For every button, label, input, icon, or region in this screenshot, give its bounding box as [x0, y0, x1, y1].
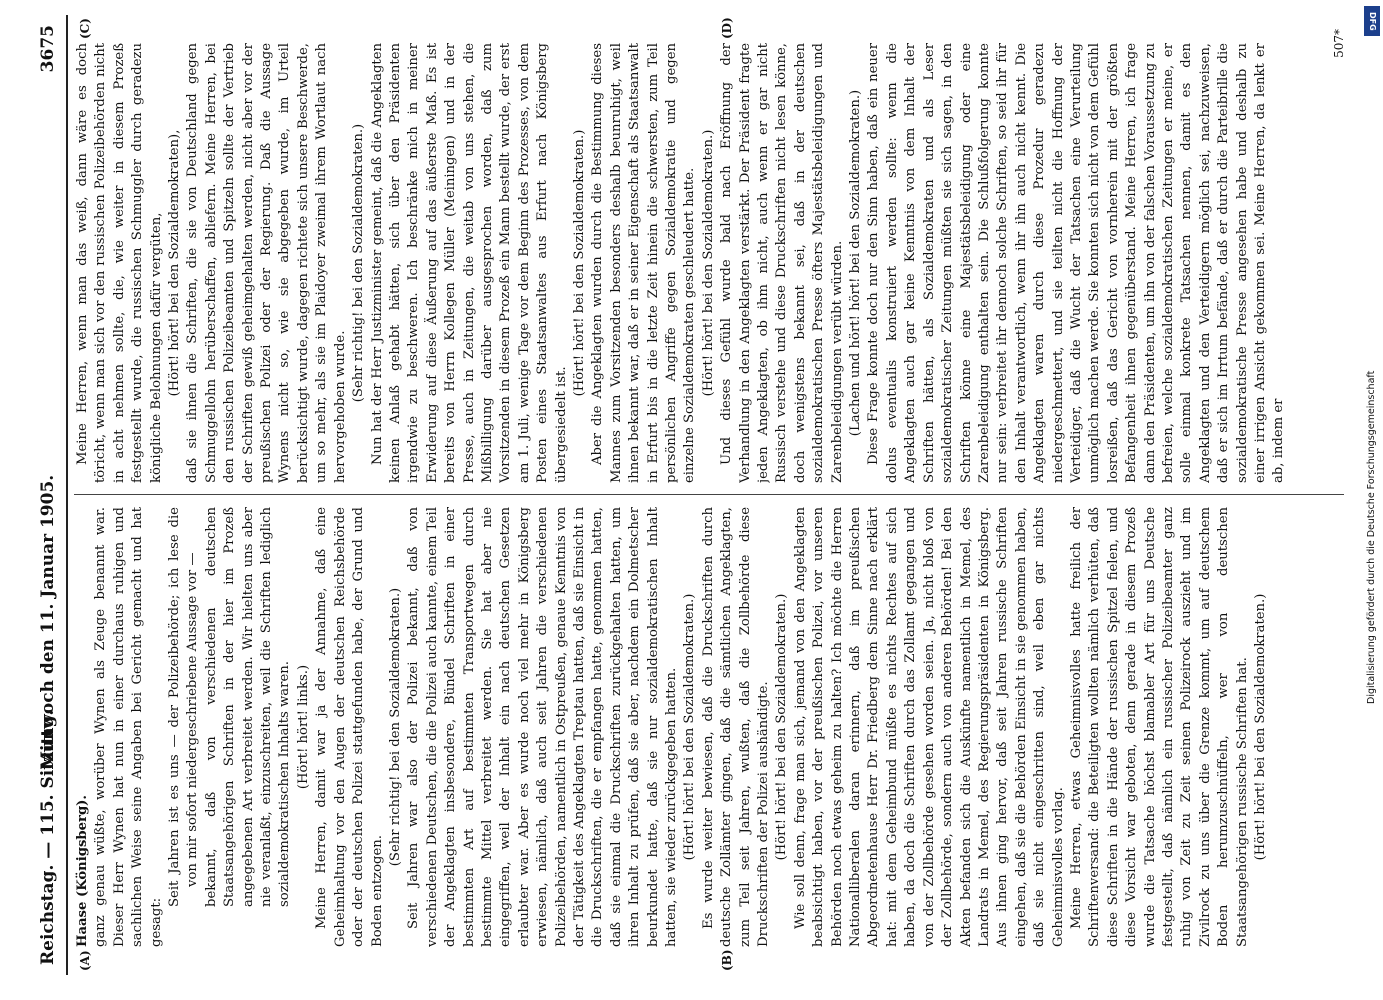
- page-number: 3675: [38, 25, 58, 73]
- margin-marker-a: (A): [78, 950, 92, 971]
- paragraph: Meine Herren, etwas Geheimnisvolles hatte freilich der Schriftenversand: die Beteiligten wollten nämlich verhüten, daß diese Schriften in die Hände der russischen Spitzel fielen, und diese Vorsicht war geboten, denn gerade in diesem Prozeß wurde die Tatsache höchst blamabler Art für uns Deutsche festgestellt, daß nämlich ein russischer Polizeibeamter ganz ruhig von Zeit zu Zeit seinen Polizeirock auszieht und im Zivilrock zu uns über die Grenze kommt, um auf deutschem Boden herumzuschnüffeln, wer von deutschen Staatsangehörigen russische Schriften hat.: [1068, 507, 1250, 947]
- header-right: [38, 25, 58, 770]
- margin-marker-b: (B): [720, 949, 734, 971]
- paragraph: Meine Herren, wenn man das weiß, dann wäre es doch töricht, wenn man sich vor den russischen Polizeibehörden nicht in acht nehmen sollte, die, wie weiter in diesem Prozeß festgestellt wurde, die russischen Schmuggler durch geradezu königliche Belohnungen dafür vergüten,: [75, 43, 164, 483]
- header-rule: [66, 15, 68, 975]
- interjection: (Sehr richtig! bei den Sozialdemokraten.): [351, 123, 367, 403]
- speaker-name: [74, 507, 92, 947]
- quote-paragraph: bekannt, daß von verschiedenen deutschen Staatsangehörigen Schriften in der hier im Prozeß angegebenen Art verbreitet werden. Wir hielten uns aber nie veranlaßt, einzuschreiten, weil die Schriften lediglich sozialdemokratischen Inhalts waren.: [203, 507, 293, 907]
- margin-marker-c: (C): [78, 18, 92, 39]
- header-left: Reichstag. — 115. Sitzung.: [38, 709, 58, 965]
- column-separator: [74, 494, 1344, 495]
- paragraph: Seit Jahren ist es uns — der Polizeibehörde; ich lese die von mir sofort niedergeschriebene Aussage vor —: [167, 507, 201, 907]
- dfg-logo: DFG: [1364, 6, 1380, 36]
- paragraph: Wie soll denn, frage man sich, jemand von den Angeklagten beabsichtigt haben, vor der preußischen Polizei, vor unseren Behörden noch etwas geheim zu halten? Ich möchte die Herren Nationalliberalen daran erinnern, daß im preußischen Abgeordnetenhause Herr Dr. Friedberg dem Sinne nach erklärt hat: mit dem Geheimbund müßte es nichts Rechtes auf sich haben, da doch die Schriften durch das Zollamt gegangen und von der Zollbehörde gesehen worden seien. Ja, nicht bloß von der Zollbehörde, sondern auch von anderen Behörden! Bei den Akten befanden sich die Auskünfte namentlich in Memel, des Landrats in Memel, des Regierungspräsidenten in Königsberg. Aus ihnen ging hervor, daß seit Jahren russische Schriften eingehen, daß sie die Behörden Einsicht in sie genommen haben, daß sie nicht eingeschritten sind, weil eben gar nichts Geheimnisvolles vorlag.: [792, 507, 1066, 947]
- column-right: [74, 43, 1344, 483]
- interjection: (Hört! hört! bei den Sozialdemokraten.): [700, 129, 716, 397]
- interjection: (Hört! hört! bei den Sozialdemokraten.): [571, 129, 587, 397]
- speaker-label: Haase (Königsberg).: [75, 794, 90, 947]
- interjection: (Hört! hört! bei den Sozialdemokraten.): [774, 593, 790, 861]
- dfg-credit-text: Digitalisierung gefördert durch die Deutsche Forschungsgemeinschaft: [1366, 370, 1377, 704]
- column-left: [74, 507, 1344, 947]
- paragraph: Diese Frage konnte doch nur den Sinn haben, daß ein neuer dolus eventualis konstruiert werden sollte: wenn die Angeklagten auch gar keine Kenntnis von dem Inhalt der Schriften hätten, als Sozialdemokraten und als Leser sozialdemokratischer Zeitungen müßten sie sich sagen, in den Schriften könne eine Majestätsbeleidigung oder eine Zarenbeleidigung enthalten sein. Die Schlußfolgerung konnte nur sein: verbreitet ihr dennoch solche Schriften, so seid ihr für den Inhalt verantwortlich, wenn ihr ihn auch nicht kennt. Die Angeklagten waren durch diese Prozedur geradezu niedergeschmettert, und sie teilten nicht die Hoffnung der Verteidiger, daß die Wucht der Tatsachen eine Verurteilung unmöglich machen werde. Sie konnten sich nicht von dem Gefühl losreißen, daß das Gericht von vornherein mit der größten Befangenheit ihnen gegenüberstand. Meine Herren, ich frage dann den Präsidenten, um ihn von der falschen Voraussetzung zu befreien, welche sozialdemokratischen Zeitungen er meine, er solle einmal konkrete Tatsachen nennen, damit es den Angeklagten und den Verteidigern möglich sei, nachzuweisen, daß er sich im Irrtum befände, daß er durch die Parteibrille die sozialdemokratische Presse angesehen habe und deshalb zu einer irrigen Ansicht gekommen sei. Meine Herren, da lenkt er ab, indem er: [866, 43, 1287, 483]
- paragraph: daß sie ihnen die Schriften, die sie von Deutschland gegen Schmuggellohn herüberschaffen, abliefern. Meine Herren, bei den russischen Polizeibeamten und Spitzeln sollte der Vertrieb der Schriften gewiß geheimgehalten werden, nicht aber vor der preußischen Polizei oder der Regierung. Daß die Aussage Wynens nicht so, wie sie abgegeben wurde, im Urteil berücksichtigt wurde, dagegen richtete sich unsere Beschwerde, um so mehr, als sie im Plaidoyer zweimal ihrem Wortlaut nach hervorgehoben wurde.: [185, 43, 348, 483]
- interjection: (Lachen und hört! hört! bei den Sozialdemokraten.): [848, 89, 864, 437]
- paragraph: Seit Jahren war also der Polizei bekannt, daß von verschiedenen Deutschen, die die Polizei auch kannte, einem Teil der Angeklagten insbesondere, Bündel Schriften in einer bestimmten Art auf bestimmten Transportwegen durch bestimmte Mittel verbreitet werden. Sie hat aber nie eingegriffen, weil der Inhalt ein nach deutschen Gesetzen erlaubter war. Aber es wurde noch viel mehr in Königsberg erwiesen, nämlich, daß auch seit Jahren die verschiedenen Polizeibehörden, namentlich in Ostpreußen, genaue Kenntnis von der Tätigkeit des Angeklagten Treptau hatten, daß sie Einsicht in die Druckschriften, die er empfangen hatte, genommen hatten, daß sie einmal die Druckschriften zurückgehalten hatten, um ihren Inhalt zu prüfen, daß sie aber, nachdem ein Dolmetscher beurkundet hatte, daß sie nur sozialdemokratischen Inhalt hatten, sie wieder zurückgegeben hatten.: [406, 507, 679, 947]
- paragraph: ganz genau wüßte, worüber Wynen als Zeuge benannt war. Dieser Herr Wynen hat nun in einer durchaus ruhigen und sachlichen Weise seine Angaben bei Gericht gemacht und hat gesagt:: [93, 507, 164, 947]
- header-date: Mittwoch den 11. Januar 1905.: [38, 474, 58, 770]
- interjection: (Sehr richtig! bei den Sozialdemokraten.): [387, 587, 403, 867]
- margin-marker-d: (D): [720, 17, 734, 39]
- interjection: (Hört! hört! bei den Sozialdemokraten.): [682, 593, 698, 861]
- paragraph: Es wurde weiter bewiesen, daß die Druckschriften durch deutsche Zollämter gingen, daß die sämtlichen Angeklagten, zum Teil seit Jahren, wußten, daß die Zollbehörde diese Druckschriften der Polizei aushändigte.: [700, 507, 772, 947]
- page-header: [30, 15, 68, 975]
- paragraph: Und dieses Gefühl wurde bald nach Eröffnung der Verhandlung in den Angeklagten verstärkt. Der Präsident fragte jeden Angeklagten, ob ihm nicht, auch wenn er gar nicht Russisch verstehe und diese Druckschriften nicht lesen könne, doch wenigstens bekannt sei, daß in der deutschen sozialdemokratischen Presse öfters Majestätsbeleidigungen und Zarenbeleidigungen verübt würden.: [719, 43, 845, 483]
- interjection: (Hört! hört! bei den Sozialdemokraten),: [167, 129, 183, 397]
- paragraph: Nun hat der Herr Justizminister gemeint, daß die Angeklagten keinen Anlaß gehabt hätten, sich über den Präsidenten irgendwie zu beschweren. Ich beschränke mich in meiner Erwiderung auf diese Äußerung auf das äußerste Maß. Es ist bereits von Herrn Kollegen Müller (Meiningen) und in der Presse, auch in Zeitungen, die weitab von uns stehen, die Mißbilligung darüber ausgesprochen worden, daß zum Vorsitzenden in diesem Prozeß ein Mann bestellt wurde, der erst am 1. Juli, wenige Tage vor dem Beginn des Prozesses, von dem Posten eines Staatsanwaltes aus Erfurt nach Königsberg übergesiedelt ist.: [369, 43, 569, 483]
- signature-mark: 507*: [1332, 29, 1346, 58]
- interjection: (Hört! hört! links.): [295, 664, 311, 790]
- paragraph: Aber die Angeklagten wurden durch die Bestimmung dieses Mannes zum Vorsitzenden besonders deshalb beunruhigt, weil ihnen bekannt war, daß er in seiner Eigenschaft als Staatsanwalt in Erfurt bis in die letzte Zeit hinein die schwersten, zum Teil persönlichen Angriffe gegen Sozialdemokratie und gegen einzelne Sozialdemokraten geschleudert hatte.: [590, 43, 698, 483]
- rotated-page: [30, 15, 1350, 975]
- interjection: (Hört! hört! bei den Sozialdemokraten.): [1253, 593, 1268, 861]
- paragraph: Meine Herren, damit war ja der Annahme, daß eine Geheimhaltung vor den Augen der deutschen Reichsbehörde oder der deutschen Polizei stattgefunden habe, der Grund und Boden entzogen.: [314, 507, 385, 947]
